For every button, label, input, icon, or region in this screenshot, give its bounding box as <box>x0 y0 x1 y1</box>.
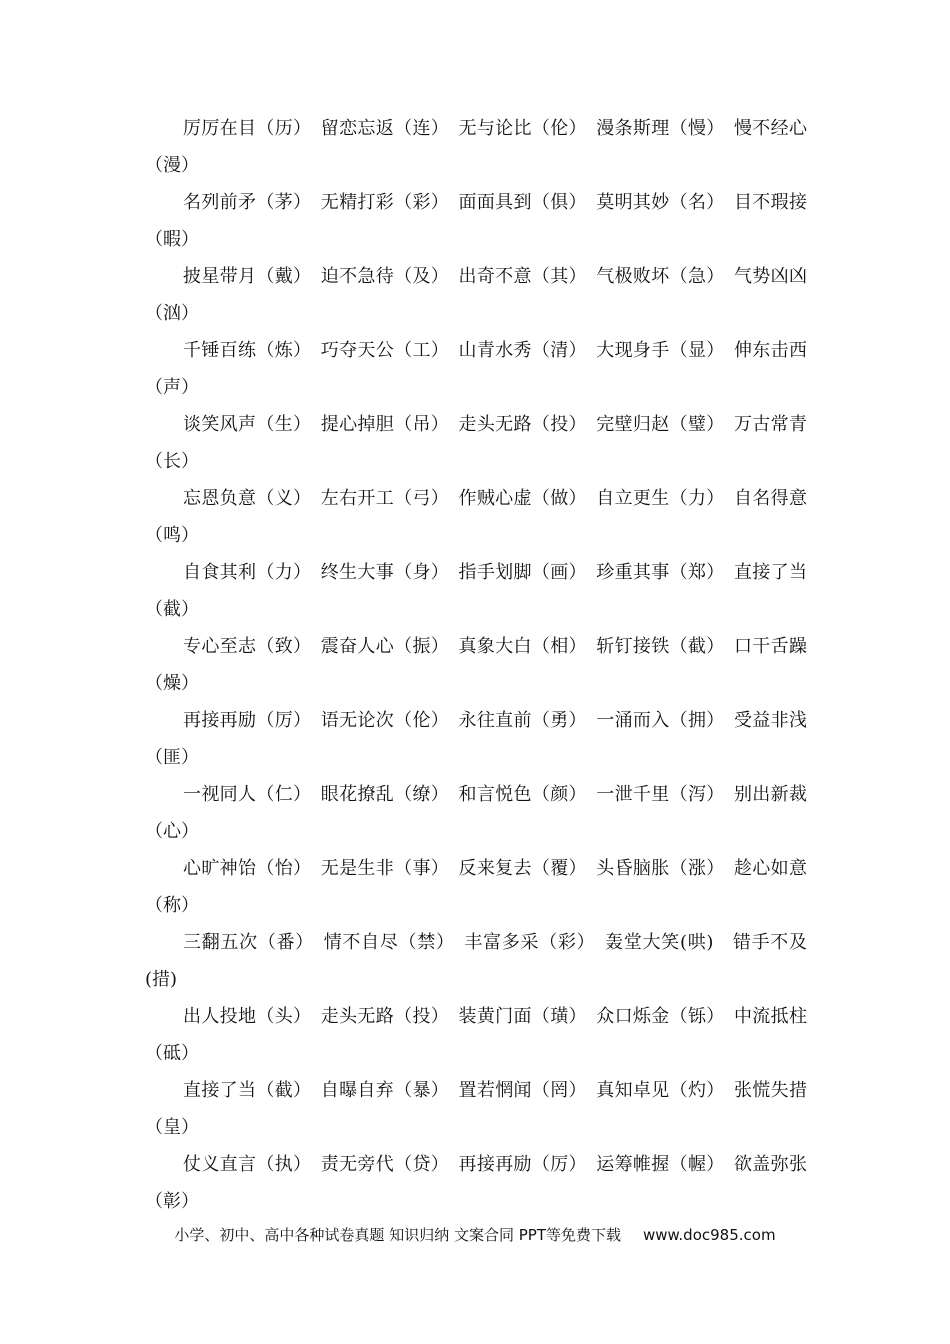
paragraph: 自食其利（力） 终生大事（身） 指手划脚（画） 珍重其事（郑） 直接了当（截） <box>145 562 807 620</box>
paragraph: 名列前矛（茅） 无精打彩（彩） 面面具到（俱） 莫明其妙（名） 目不瑕接（暇） <box>145 192 807 250</box>
paragraph: 厉厉在目（历） 留恋忘返（连） 无与论比（伦） 漫条斯理（慢） 慢不经心（漫） <box>145 118 807 176</box>
paragraph: 忘恩负意（义） 左右开工（弓） 作贼心虚（做） 自立更生（力） 自名得意（鸣） <box>145 488 807 546</box>
paragraph: 披星带月（戴） 迫不急待（及） 出奇不意（其） 气极败坏（急） 气势凶凶（汹） <box>145 266 807 324</box>
page-footer <box>0 1224 950 1245</box>
paragraph: 再接再励（厉） 语无论次（伦） 永往直前（勇） 一涌而入（拥） 受益非浅（匪） <box>145 710 807 768</box>
footer-text: 小学、初中、高中各种试卷真题 知识归纳 文案合同 PPT等免费下载 <box>174 1226 621 1244</box>
paragraph: 谈笑风声（生） 提心掉胆（吊） 走头无路（投） 完壁归赵（璧） 万古常青（长） <box>145 414 807 472</box>
paragraph: 专心至志（致） 震奋人心（振） 真象大白（相） 斩钉接铁（截） 口干舌躁（燥） <box>145 636 807 694</box>
footer-url[interactable]: www.doc985.com <box>642 1226 776 1244</box>
idiom-correction-list <box>145 110 807 1220</box>
paragraph: 一视同人（仁） 眼花撩乱（缭） 和言悦色（颜） 一泄千里（泻） 别出新裁（心） <box>145 784 807 842</box>
paragraph: 出人投地（头） 走头无路（投） 装黄门面（璜） 众口烁金（铄） 中流抵柱（砥） <box>145 1006 807 1064</box>
paragraph: 千锤百练（炼） 巧夺天公（工） 山青水秀（清） 大现身手（显） 伸东击西（声） <box>145 340 807 398</box>
paragraph: 心旷神饴（怡） 无是生非（事） 反来复去（覆） 头昏脑胀（涨） 趁心如意（称） <box>145 858 807 916</box>
paragraph: 直接了当（截） 自曝自弃（暴） 置若惘闻（罔） 真知卓见（灼） 张慌失措（皇） <box>145 1080 807 1138</box>
paragraph: 三翻五次（番） 情不自尽（禁） 丰富多采（彩） 轰堂大笑(哄) 错手不及(措) <box>145 932 807 990</box>
paragraph: 仗义直言（执） 责无旁代（贷） 再接再励（厉） 运筹帷握（幄） 欲盖弥张（彰） <box>145 1154 807 1212</box>
